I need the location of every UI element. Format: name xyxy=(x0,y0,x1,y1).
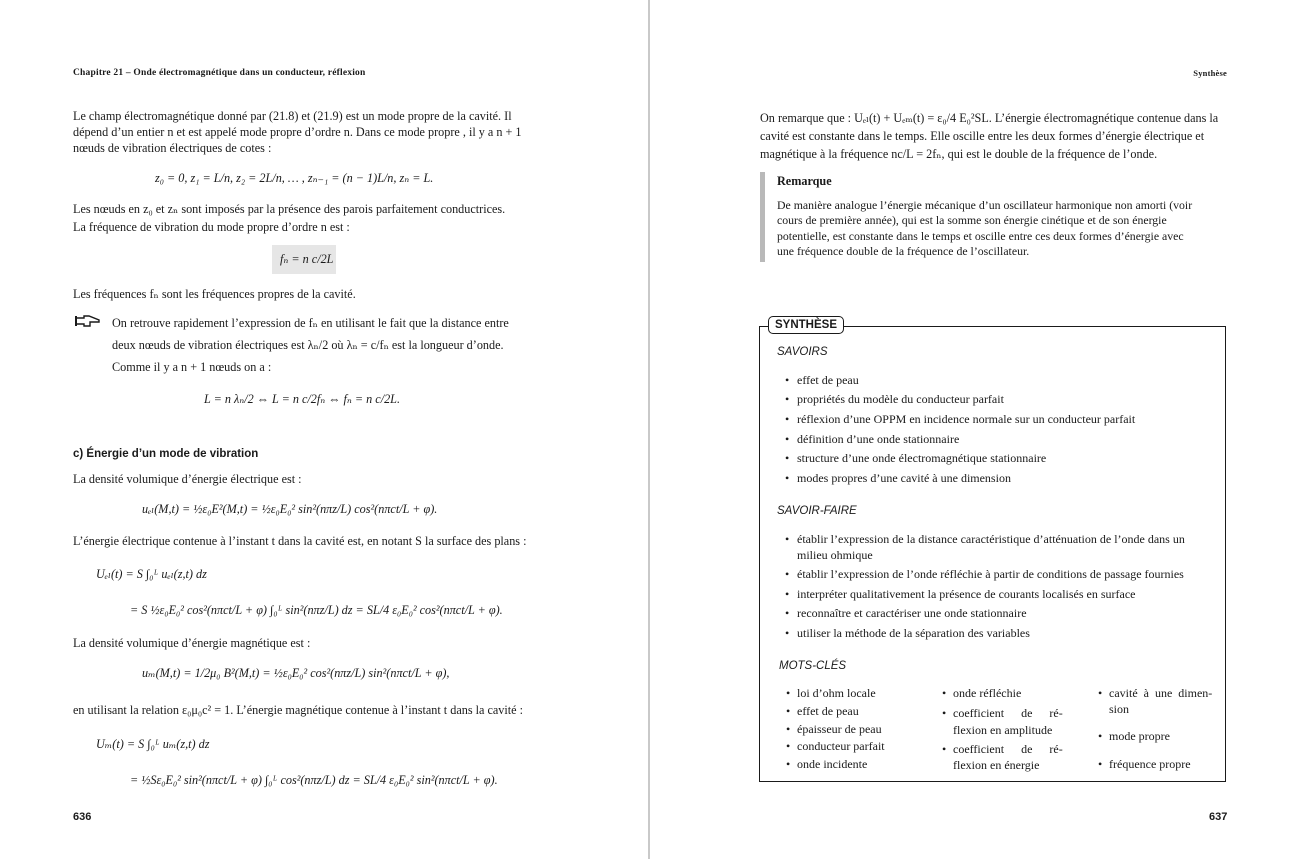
mots-cles-heading: MOTS-CLÉS xyxy=(779,660,847,672)
paragraph-magnetic-relation: en utilisant la relation ε₀μ₀c² = 1. L’énergie magnétique contenue à l’instant t dans la cavité : xyxy=(73,703,523,717)
keyword-item: • effet de peau xyxy=(797,704,859,720)
synthese-tab: SYNTHÈSE xyxy=(768,316,844,334)
tip-line-1: On retrouve rapidement l’expression de fₙ en utilisant le fait que la distance entre xyxy=(112,316,509,330)
keyword-item-continued: flexion en énergie xyxy=(953,758,1040,772)
section-title-energy: c) Énergie d’un mode de vibration xyxy=(73,448,259,460)
equation-electric-energy-2: = S ½ε₀E₀² cos²(nπct/L + φ) ∫₀ᴸ sin²(nπz/L) dz = SL/4 ε₀E₀² cos²(nπct/L + φ). xyxy=(130,603,503,617)
equation-tip: L = n λₙ/2 ⇔ L = n c/2fₙ ⇔ fₙ = n c/2L. xyxy=(204,392,401,406)
savoirs-item: • propriétés du modèle du conducteur parfait xyxy=(797,392,1004,408)
keyword-item: • coefficient de ré- xyxy=(953,706,1063,722)
remarque-line-4: une fréquence double de la fréquence de l’oscillateur. xyxy=(777,244,1030,258)
keyword-item: • épaisseur de peau xyxy=(797,722,882,738)
savoir-faire-item: • interpréter qualitativement la présence de courants localisés en surface xyxy=(797,587,1136,603)
remarque-line-3: potentielle, est constante dans le temps et oscille entre ces deux formes d’énergie avec xyxy=(777,229,1184,243)
keyword-item: • onde réfléchie xyxy=(953,686,1021,702)
paragraph-mode-propre-2: dépend d’un entier n et est appelé mode propre d’ordre n. Dans ce mode propre , il y a n + 1 xyxy=(73,125,522,139)
savoir-faire-item: • utiliser la méthode de la séparation des variables xyxy=(797,626,1030,642)
equation-magnetic-energy-1: Uₘ(t) = S ∫₀ᴸ uₘ(z,t) dz xyxy=(96,737,210,751)
remarque-side-bar xyxy=(760,172,765,262)
equation-node-positions: z₀ = 0, z₁ = L/n, z₂ = 2L/n, … , zₙ₋₁ = (n − 1)L/n, zₙ = L. xyxy=(155,171,434,185)
paragraph-electric-energy: L’énergie électrique contenue à l’instant t dans la cavité est, en notant S la surface des plans : xyxy=(73,534,527,548)
remark-line-1: On remarque que : Uₑₗ(t) + Uₑₘ(t) = ε₀/4 E₀²SL. L’énergie électromagnétique contenue dans la xyxy=(760,111,1219,125)
paragraph-frequences-propres: Les fréquences fₙ sont les fréquences propres de la cavité. xyxy=(73,287,356,301)
keyword-item: • mode propre xyxy=(1109,729,1170,745)
savoirs-item: • modes propres d’une cavité à une dimension xyxy=(797,471,1011,487)
equation-electric-energy-1: Uₑₗ(t) = S ∫₀ᴸ uₑₗ(z,t) dz xyxy=(96,567,207,581)
savoir-faire-item: • établir l’expression de l’onde réfléchie à partir de conditions de passage fournies xyxy=(797,567,1184,583)
keyword-item: • cavité à une dimen- xyxy=(1109,686,1212,702)
keyword-item-continued: flexion en amplitude xyxy=(953,723,1053,737)
equation-frequency: fₙ = n c/2L xyxy=(280,252,334,266)
remarque-line-1: De manière analogue l’énergie mécanique d’un oscillateur harmonique non amorti (voir xyxy=(777,198,1193,212)
paragraph-frequency-intro: La fréquence de vibration du mode propre d’ordre n est : xyxy=(73,220,350,234)
savoirs-heading: SAVOIRS xyxy=(777,346,828,358)
equation-magnetic-energy-2: = ½Sε₀E₀² sin²(nπct/L + φ) ∫₀ᴸ cos²(nπz/L) dz = SL/4 ε₀E₀² sin²(nπct/L + φ). xyxy=(130,773,498,787)
savoirs-item: • définition d’une onde stationnaire xyxy=(797,432,959,448)
remarque-title: Remarque xyxy=(777,174,832,188)
pointing-hand-icon xyxy=(75,314,101,328)
page-number-right: 637 xyxy=(1209,811,1228,823)
remark-line-2: cavité est constante dans le temps. Elle oscille entre les deux formes d’énergie électrique et xyxy=(760,129,1205,143)
savoirs-item: • structure d’une onde électromagnétique stationnaire xyxy=(797,451,1046,467)
savoirs-item: • effet de peau xyxy=(797,373,859,389)
savoir-faire-item-continued: milieu ohmique xyxy=(797,548,873,562)
savoir-faire-item: • reconnaître et caractériser une onde stationnaire xyxy=(797,606,1027,622)
paragraph-nodes-walls: Les nœuds en z₀ et zₙ sont imposés par la présence des parois parfaitement conductrices. xyxy=(73,202,506,216)
keyword-item: • fréquence propre xyxy=(1109,757,1191,773)
savoir-faire-item: • établir l’expression de la distance caractéristique d’atténuation de l’onde dans un xyxy=(797,532,1185,548)
paragraph-mode-propre-1: Le champ électromagnétique donné par (21.8) et (21.9) est un mode propre de la cavité. Il xyxy=(73,109,512,123)
paragraph-magnetic-density: La densité volumique d’énergie magnétique est : xyxy=(73,636,311,650)
keyword-item-continued: sion xyxy=(1109,702,1130,716)
paragraph-mode-propre-3: nœuds de vibration électriques de cotes : xyxy=(73,141,272,155)
savoirs-item: • réflexion d’une OPPM en incidence normale sur un conducteur parfait xyxy=(797,412,1135,428)
running-head-left: Chapitre 21 – Onde électromagnétique dans un conducteur, réflexion xyxy=(73,68,366,78)
keyword-item: • onde incidente xyxy=(797,757,867,773)
equation-magnetic-density: uₘ(M,t) = 1/2μ₀ B²(M,t) = ½ε₀E₀² cos²(nπz/L) sin²(nπct/L + φ), xyxy=(142,666,450,680)
savoir-faire-heading: SAVOIR-FAIRE xyxy=(777,505,857,517)
remarque-line-2: cours de première année), qui est la somme son énergie cinétique et de son énergie xyxy=(777,213,1167,227)
remark-line-3: magnétique à la fréquence nc/L = 2fₙ, qui est le double de la fréquence de l’onde. xyxy=(760,147,1158,161)
tip-line-2: deux nœuds de vibration électriques est λₙ/2 où λₙ = c/fₙ est la longueur d’onde. xyxy=(112,338,504,352)
equation-electric-density: uₑₗ(M,t) = ½ε₀E²(M,t) = ½ε₀E₀² sin²(nπz/L) cos²(nπct/L + φ). xyxy=(142,502,438,516)
paragraph-electric-density: La densité volumique d’énergie électrique est : xyxy=(73,472,302,486)
keyword-item: • conducteur parfait xyxy=(797,739,885,755)
tip-line-3: Comme il y a n + 1 nœuds on a : xyxy=(112,360,272,374)
keyword-item: • coefficient de ré- xyxy=(953,742,1063,758)
page-number-left: 636 xyxy=(73,811,92,823)
keyword-item: • loi d’ohm locale xyxy=(797,686,876,702)
running-head-right: Synthèse xyxy=(1193,68,1227,78)
